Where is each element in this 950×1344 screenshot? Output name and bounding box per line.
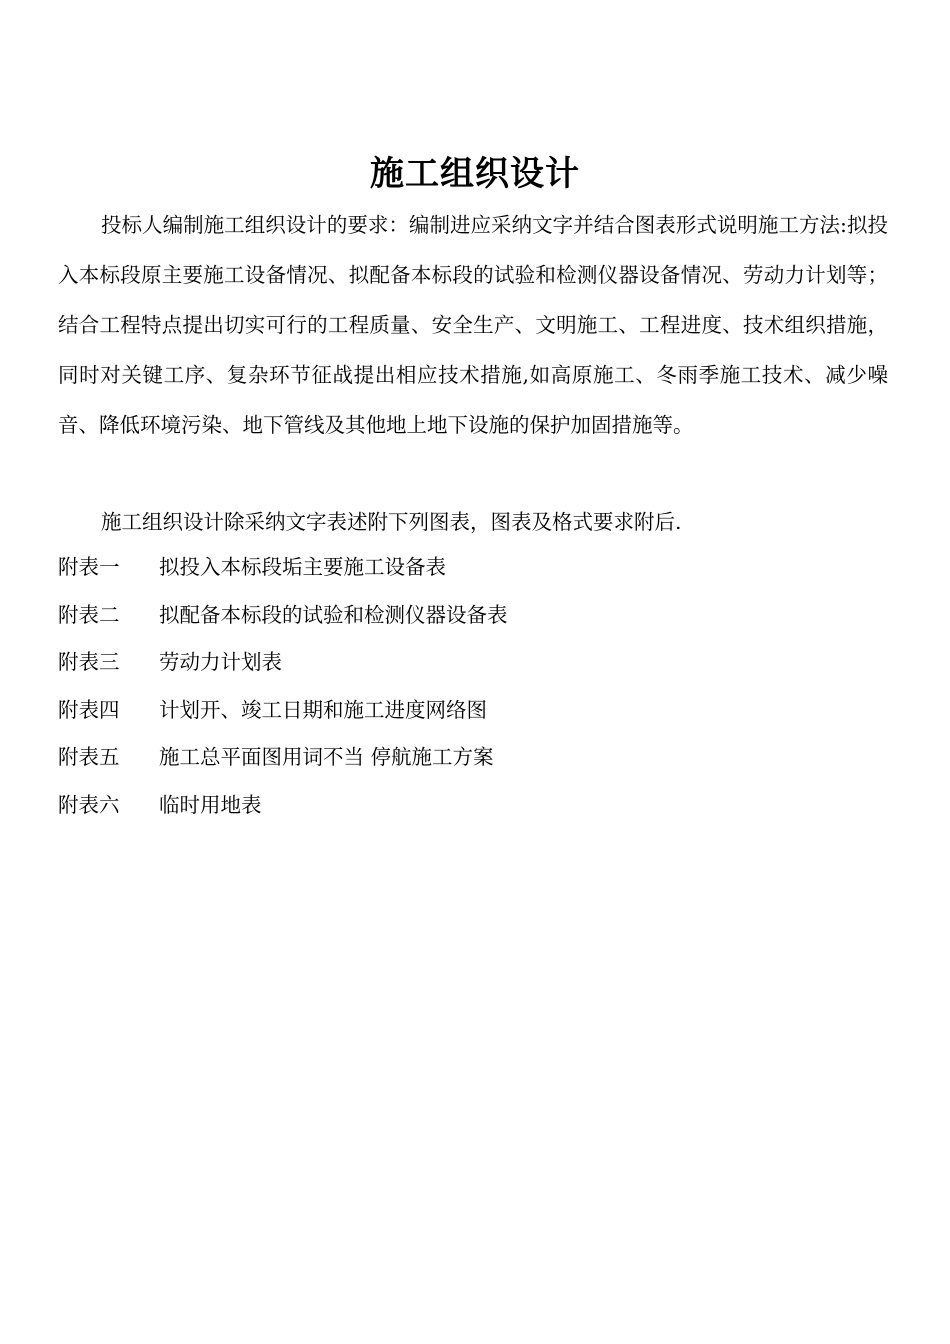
appendix-text: 计划开、竣工日期和施工进度网络图 bbox=[159, 697, 487, 722]
appendix-label: 附表五 bbox=[58, 745, 120, 769]
appendix-item bbox=[58, 592, 888, 640]
appendix-item bbox=[58, 782, 888, 830]
appendix-list bbox=[58, 544, 888, 829]
appendix-text: 劳动力计划表 bbox=[159, 650, 282, 674]
appendix-item bbox=[58, 544, 888, 592]
appendix-label: 附表六 bbox=[58, 792, 120, 817]
appendix-label: 附表一 bbox=[58, 555, 120, 579]
requirements-paragraph: 投标人编制施工组织设计的要求：编制进应采纳文字并结合图表形式说明施工方法:拟投入本标段原主要施工设备情况、拟配备本标段的试验和检测仪器设备情况、劳动力计划等；结合工程特点提出切实可行的工程质量、安全生产、文明施工、工程进度、技术组织措施，同时对关键工序、复杂环节征战提出相应技术措施,如高原施工、冬雨季施工技术、减少噪音、降低环境污染、地下管线及其他地上地下设施的保护加固措施等。 bbox=[58, 213, 888, 437]
appendix-label: 附表四 bbox=[58, 697, 120, 722]
appendix-item bbox=[58, 734, 888, 782]
appendix-text: 拟投入本标段垢主要施工设备表 bbox=[159, 555, 446, 579]
page-title: 施工组织设计 bbox=[370, 153, 580, 194]
appendix-item bbox=[58, 639, 888, 687]
appendix-text: 拟配备本标段的试验和检测仪器设备表 bbox=[159, 602, 508, 627]
appendix-label: 附表二 bbox=[58, 602, 120, 627]
appendix-text: 施工总平面图用词不当 停航施工方案 bbox=[159, 745, 494, 769]
appendix-label: 附表三 bbox=[58, 650, 120, 674]
attachments-intro-paragraph: 施工组织设计除采纳文字表述附下列图表，图表及格式要求附后. bbox=[101, 510, 682, 534]
appendix-text: 临时用地表 bbox=[159, 792, 262, 817]
appendix-item bbox=[58, 687, 888, 735]
